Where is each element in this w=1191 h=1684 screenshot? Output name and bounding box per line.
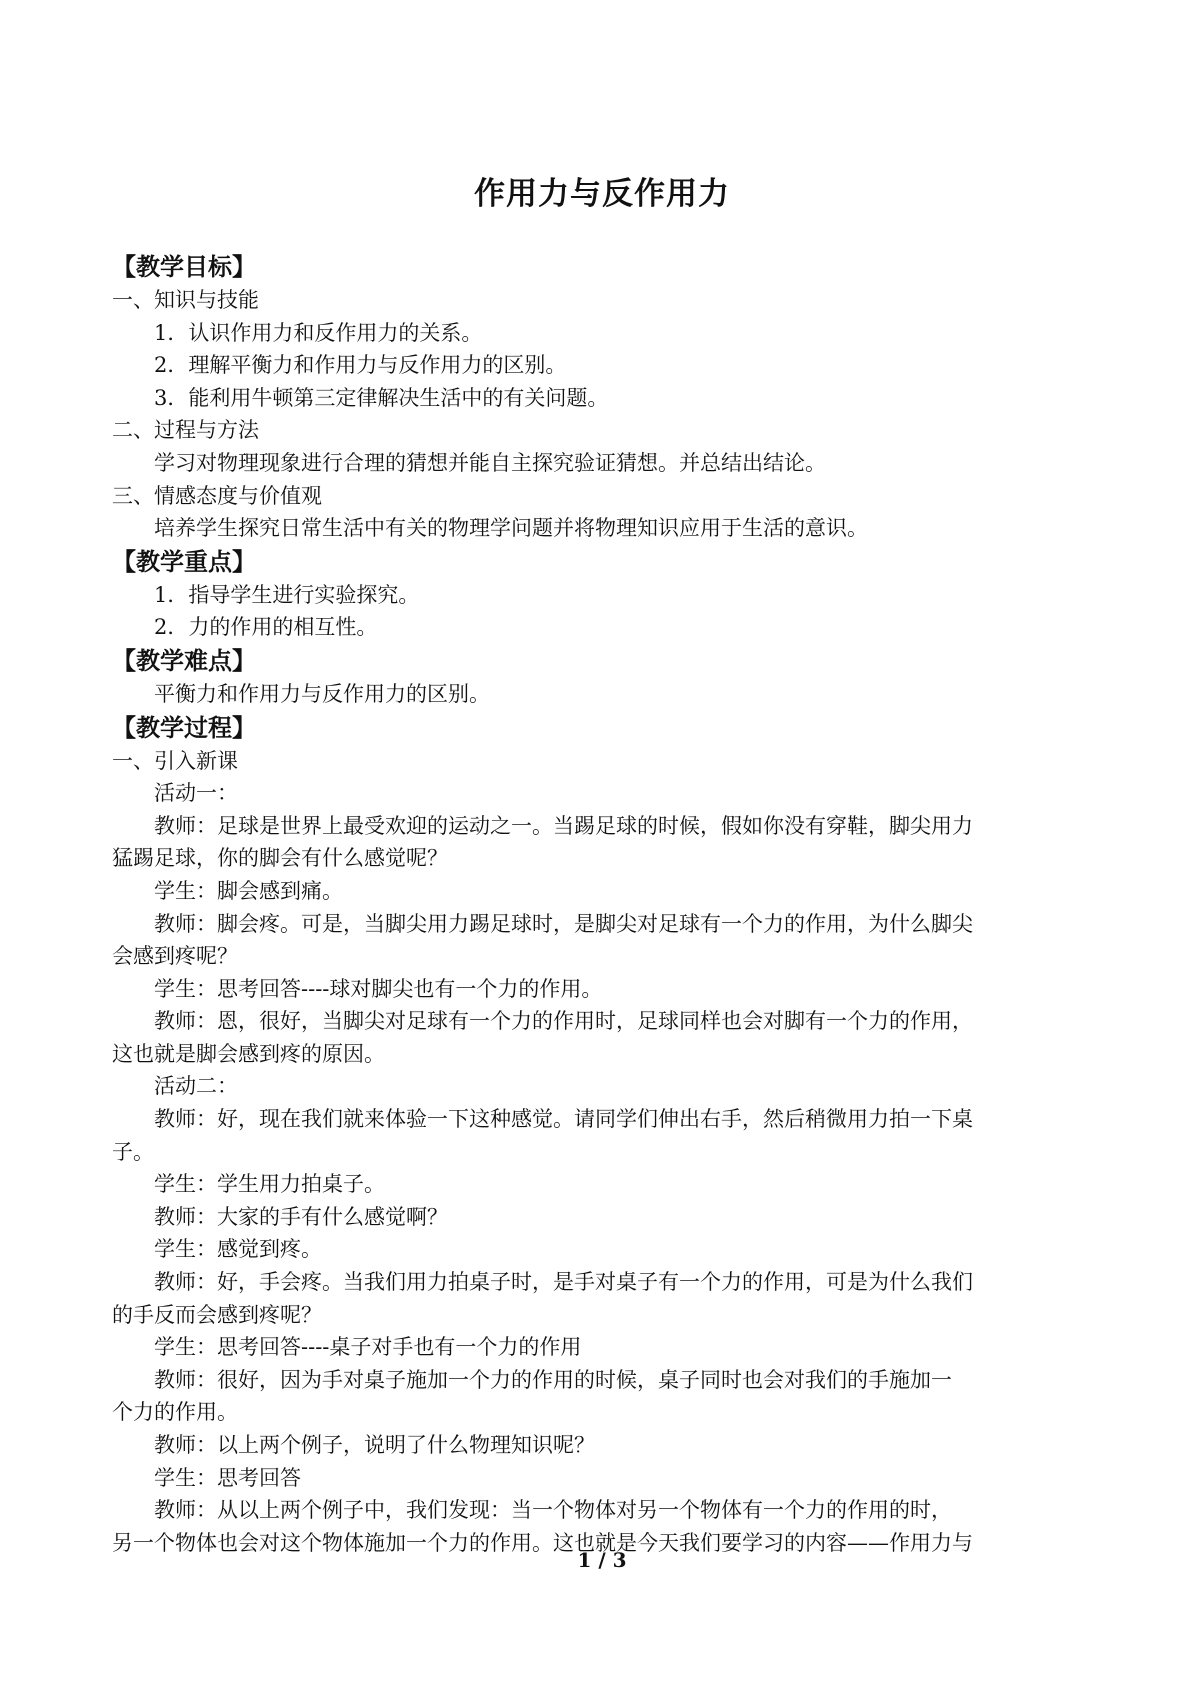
activity-two-label: 活动二： — [154, 1074, 238, 1099]
section-heading-process: 【教学过程】 — [112, 713, 256, 742]
document-body — [112, 250, 1092, 1559]
dialogue-line: 教师：足球是世界上最受欢迎的运动之一。当踢足球的时候，假如你没有穿鞋，脚尖用力 — [154, 813, 973, 838]
activity-one-label: 活动一： — [154, 781, 238, 806]
dialogue-line: 学生：脚会感到痛。 — [154, 878, 343, 903]
objective-item-3: 3．能利用牛顿第三定律解决生活中的有关问题。 — [154, 385, 609, 410]
dialogue-line: 子。 — [112, 1139, 154, 1164]
dialogue-line: 学生：学生用力拍桌子。 — [154, 1172, 385, 1197]
subheading-introduction: 一、引入新课 — [112, 748, 238, 773]
subheading-knowledge-skills: 一、知识与技能 — [112, 288, 259, 312]
key-point-item-2: 2．力的作用的相互性。 — [154, 615, 378, 640]
subheading-process-method: 二、过程与方法 — [112, 418, 259, 443]
dialogue-line: 学生：思考回答----桌子对手也有一个力的作用 — [154, 1335, 582, 1360]
dialogue-line: 另一个物体也会对这个物体施加一个力的作用。这也就是今天我们要学习的内容——作用力与 — [112, 1530, 973, 1555]
dialogue-line: 学生：思考回答 — [154, 1465, 301, 1490]
dialogue-line: 教师：脚会疼。可是，当脚尖用力踢足球时，是脚尖对足球有一个力的作用，为什么脚尖 — [154, 911, 973, 936]
dialogue-line: 教师：从以上两个例子中，我们发现：当一个物体对另一个物体有一个力的作用的时， — [154, 1498, 952, 1523]
document-title: 作用力与反作用力 — [474, 176, 730, 212]
section-heading-key-points: 【教学重点】 — [112, 547, 256, 576]
dialogue-line: 教师：很好，因为手对桌子施加一个力的作用的时候，桌子同时也会对我们的手施加一 — [154, 1367, 952, 1392]
document-page — [112, 0, 1092, 1684]
paragraph-attitude-values: 培养学生探究日常生活中有关的物理学问题并将物理知识应用于生活的意识。 — [154, 516, 868, 541]
dialogue-line: 学生：感觉到疼。 — [154, 1237, 322, 1262]
paragraph-difficulties: 平衡力和作用力与反作用力的区别。 — [154, 681, 490, 706]
page-number: 1 / 3 — [577, 1548, 627, 1572]
dialogue-line: 教师：大家的手有什么感觉啊？ — [154, 1204, 448, 1229]
dialogue-line: 这也就是脚会感到疼的原因。 — [112, 1041, 385, 1066]
dialogue-line: 教师：好，现在我们就来体验一下这种感觉。请同学们伸出右手，然后稍微用力拍一下桌 — [154, 1107, 973, 1132]
section-heading-objectives: 【教学目标】 — [112, 253, 256, 281]
objective-item-1: 1．认识作用力和反作用力的关系。 — [154, 320, 483, 345]
dialogue-line: 会感到疼呢？ — [112, 944, 238, 969]
dialogue-line: 教师：以上两个例子，说明了什么物理知识呢？ — [154, 1433, 595, 1457]
dialogue-line: 教师：恩，很好，当脚尖对足球有一个力的作用时，足球同样也会对脚有一个力的作用， — [154, 1009, 973, 1034]
section-heading-difficulties: 【教学难点】 — [112, 646, 256, 675]
key-point-item-1: 1．指导学生进行实验探究。 — [154, 582, 420, 607]
dialogue-line: 的手反而会感到疼呢？ — [112, 1302, 322, 1327]
dialogue-line: 学生：思考回答----球对脚尖也有一个力的作用。 — [154, 976, 603, 1001]
paragraph-process-method: 学习对物理现象进行合理的猜想并能自主探究验证猜想。并总结出结论。 — [154, 450, 826, 475]
subheading-attitude-values: 三、情感态度与价值观 — [112, 483, 322, 508]
dialogue-line: 个力的作用。 — [112, 1400, 238, 1425]
dialogue-line: 教师：好，手会疼。当我们用力拍桌子时，是手对桌子有一个力的作用，可是为什么我们 — [154, 1270, 973, 1295]
dialogue-line: 猛踢足球，你的脚会有什么感觉呢？ — [112, 846, 448, 871]
objective-item-2: 2．理解平衡力和作用力与反作用力的区别。 — [154, 353, 567, 378]
